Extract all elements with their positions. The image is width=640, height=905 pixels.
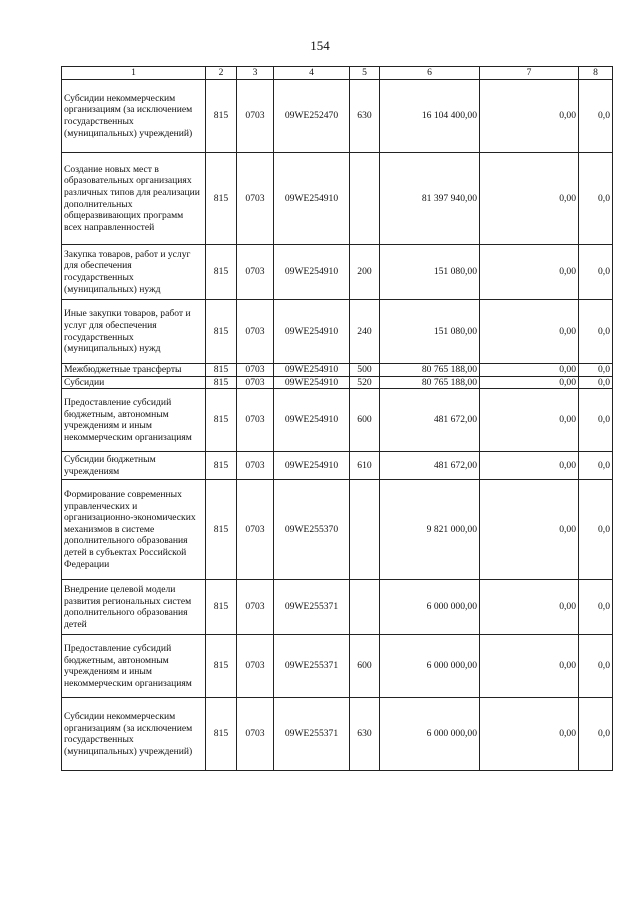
- cell-amount: 80 765 188,00: [380, 364, 480, 377]
- cell-code-5: 600: [350, 389, 380, 452]
- cell-amount-3: 0,0: [579, 80, 613, 153]
- cell-amount-3: 0,0: [579, 580, 613, 635]
- cell-code-5: 630: [350, 80, 380, 153]
- cell-code-5: 520: [350, 376, 380, 389]
- cell-amount: 6 000 000,00: [380, 580, 480, 635]
- cell-amount-2: 0,00: [480, 389, 579, 452]
- cell-code-5: 200: [350, 245, 380, 300]
- cell-amount-3: 0,0: [579, 376, 613, 389]
- cell-code-2: 815: [206, 389, 237, 452]
- table-row: [62, 300, 613, 364]
- column-header: 6: [380, 67, 480, 80]
- cell-amount-2: 0,00: [480, 580, 579, 635]
- cell-amount-2: 0,00: [480, 300, 579, 364]
- cell-amount-2: 0,00: [480, 364, 579, 377]
- cell-amount-2: 0,00: [480, 480, 579, 580]
- cell-code-2: 815: [206, 364, 237, 377]
- cell-code-2: 815: [206, 580, 237, 635]
- cell-code-3: 0703: [237, 389, 274, 452]
- column-header: 2: [206, 67, 237, 80]
- cell-code-4: 09WE254910: [274, 364, 350, 377]
- column-header: 3: [237, 67, 274, 80]
- cell-amount-2: 0,00: [480, 698, 579, 771]
- cell-code-5: 630: [350, 698, 380, 771]
- cell-code-3: 0703: [237, 245, 274, 300]
- cell-amount-3: 0,0: [579, 698, 613, 771]
- cell-code-2: 815: [206, 635, 237, 698]
- row-name: Внедрение целевой модели развития региональных систем дополнительного образования детей: [62, 580, 206, 635]
- cell-code-5: 240: [350, 300, 380, 364]
- cell-code-3: 0703: [237, 580, 274, 635]
- cell-amount-3: 0,0: [579, 300, 613, 364]
- cell-amount-2: 0,00: [480, 635, 579, 698]
- cell-amount-2: 0,00: [480, 245, 579, 300]
- column-header: 1: [62, 67, 206, 80]
- cell-amount-3: 0,0: [579, 480, 613, 580]
- cell-code-3: 0703: [237, 80, 274, 153]
- cell-code-3: 0703: [237, 635, 274, 698]
- cell-code-2: 815: [206, 480, 237, 580]
- cell-amount: 151 080,00: [380, 300, 480, 364]
- row-name: Субсидии бюджетным учреждениям: [62, 452, 206, 480]
- cell-code-5: [350, 153, 380, 245]
- table-row: [62, 389, 613, 452]
- table-row: [62, 153, 613, 245]
- cell-amount-2: 0,00: [480, 452, 579, 480]
- cell-code-3: 0703: [237, 153, 274, 245]
- cell-code-4: 09WE252470: [274, 80, 350, 153]
- cell-code-4: 09WE254910: [274, 376, 350, 389]
- cell-code-2: 815: [206, 452, 237, 480]
- table-row: [62, 698, 613, 771]
- cell-amount: 9 821 000,00: [380, 480, 480, 580]
- cell-amount-3: 0,0: [579, 153, 613, 245]
- cell-amount-3: 0,0: [579, 364, 613, 377]
- column-header: 4: [274, 67, 350, 80]
- cell-code-4: 09WE254910: [274, 245, 350, 300]
- table-row: [62, 376, 613, 389]
- cell-amount-2: 0,00: [480, 153, 579, 245]
- table-row: [62, 364, 613, 377]
- row-name: Предоставление субсидий бюджетным, автономным учреждениям и иным некоммерческим организациям: [62, 635, 206, 698]
- column-header: 8: [579, 67, 613, 80]
- cell-code-4: 09WE255371: [274, 698, 350, 771]
- row-name: Предоставление субсидий бюджетным, автономным учреждениям и иным некоммерческим организациям: [62, 389, 206, 452]
- table-row: [62, 80, 613, 153]
- cell-code-4: 09WE254910: [274, 153, 350, 245]
- cell-code-5: 600: [350, 635, 380, 698]
- cell-amount: 81 397 940,00: [380, 153, 480, 245]
- cell-code-3: 0703: [237, 300, 274, 364]
- table-row: [62, 635, 613, 698]
- cell-code-4: 09WE255371: [274, 635, 350, 698]
- cell-code-5: [350, 580, 380, 635]
- cell-code-5: 610: [350, 452, 380, 480]
- cell-code-3: 0703: [237, 452, 274, 480]
- cell-code-2: 815: [206, 153, 237, 245]
- cell-code-2: 815: [206, 300, 237, 364]
- table-row: [62, 245, 613, 300]
- row-name: Субсидии некоммерческим организациям (за исключением государственных (муниципальных) учреждений): [62, 80, 206, 153]
- cell-amount: 481 672,00: [380, 389, 480, 452]
- cell-code-2: 815: [206, 376, 237, 389]
- table-row: [62, 452, 613, 480]
- cell-amount: 16 104 400,00: [380, 80, 480, 153]
- cell-code-4: 09WE254910: [274, 452, 350, 480]
- row-name: Создание новых мест в образовательных организациях различных типов для реализации дополнительных общеразвивающих программ всех направленностей: [62, 153, 206, 245]
- table-row: [62, 580, 613, 635]
- cell-amount: 80 765 188,00: [380, 376, 480, 389]
- cell-code-2: 815: [206, 245, 237, 300]
- cell-code-2: 815: [206, 80, 237, 153]
- cell-amount-3: 0,0: [579, 245, 613, 300]
- page-number: 154: [310, 38, 330, 53]
- cell-amount-3: 0,0: [579, 635, 613, 698]
- cell-code-2: 815: [206, 698, 237, 771]
- column-header: 7: [480, 67, 579, 80]
- cell-code-5: 500: [350, 364, 380, 377]
- row-name: Формирование современных управленческих и организационно-экономических механизмов в системе дополнительного образования детей в субъектах Российской Федерации: [62, 480, 206, 580]
- row-name: Субсидии: [62, 376, 206, 389]
- table-body: [62, 80, 613, 771]
- cell-code-4: 09WE254910: [274, 389, 350, 452]
- row-name: Субсидии некоммерческим организациям (за исключением государственных (муниципальных) учреждений): [62, 698, 206, 771]
- cell-amount-2: 0,00: [480, 376, 579, 389]
- cell-code-4: 09WE255370: [274, 480, 350, 580]
- row-name: Иные закупки товаров, работ и услуг для обеспечения государственных (муниципальных) нужд: [62, 300, 206, 364]
- cell-code-5: [350, 480, 380, 580]
- cell-code-3: 0703: [237, 376, 274, 389]
- cell-code-3: 0703: [237, 698, 274, 771]
- table-header: [62, 67, 613, 80]
- cell-amount: 151 080,00: [380, 245, 480, 300]
- row-name: Межбюджетные трансферты: [62, 364, 206, 377]
- cell-code-4: 09WE255371: [274, 580, 350, 635]
- cell-amount-2: 0,00: [480, 80, 579, 153]
- cell-code-3: 0703: [237, 364, 274, 377]
- table-row: [62, 480, 613, 580]
- budget-table: [61, 66, 613, 771]
- cell-amount-3: 0,0: [579, 389, 613, 452]
- cell-amount: 6 000 000,00: [380, 698, 480, 771]
- cell-amount: 6 000 000,00: [380, 635, 480, 698]
- cell-amount-3: 0,0: [579, 452, 613, 480]
- cell-amount: 481 672,00: [380, 452, 480, 480]
- cell-code-3: 0703: [237, 480, 274, 580]
- column-header: 5: [350, 67, 380, 80]
- cell-code-4: 09WE254910: [274, 300, 350, 364]
- row-name: Закупка товаров, работ и услуг для обеспечения государственных (муниципальных) нужд: [62, 245, 206, 300]
